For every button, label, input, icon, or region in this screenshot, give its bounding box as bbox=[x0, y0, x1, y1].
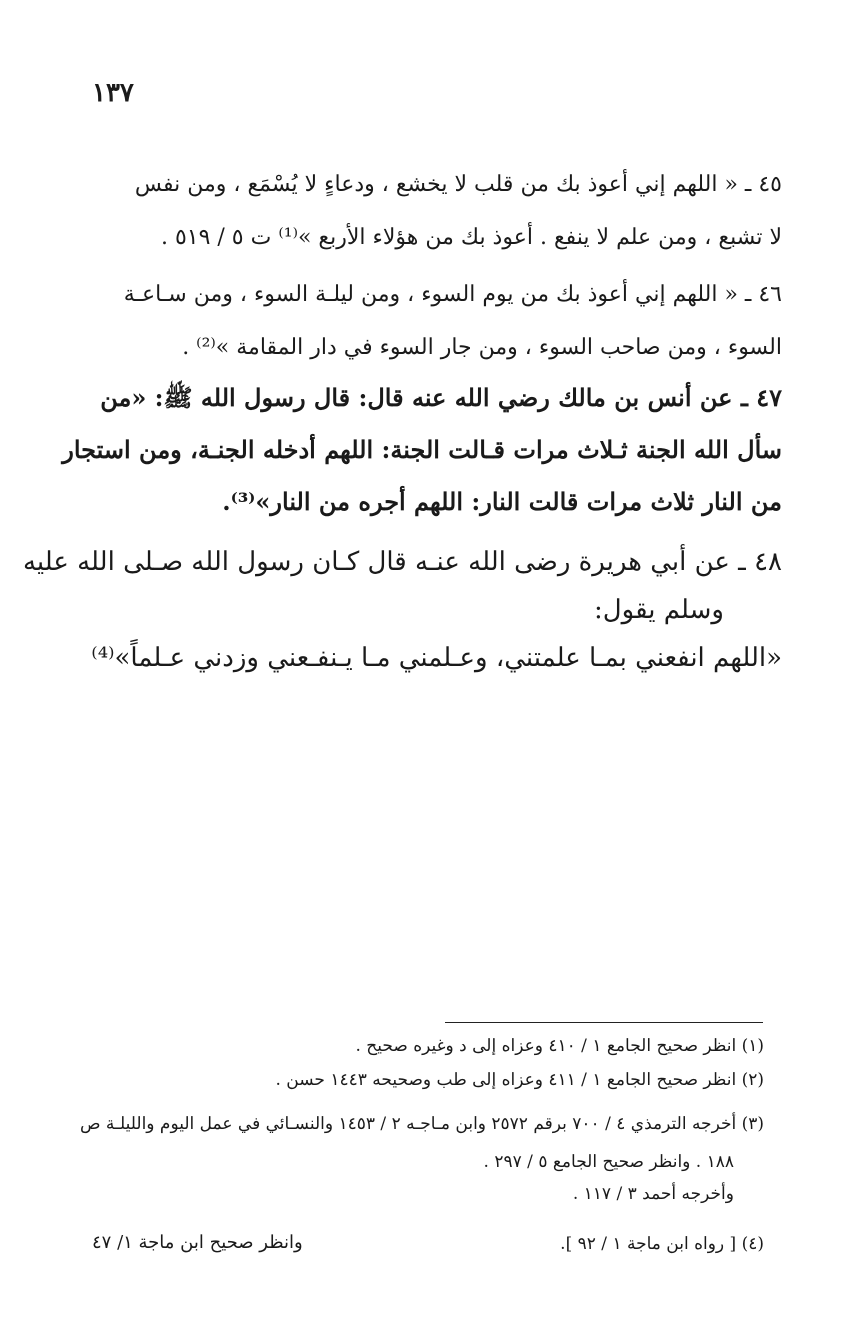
footnote-3: (٣) أخرجه الترمذي ٤ / ٧٠٠ برقم ٢٥٧٢ وابن مـاجـه ٢ / ١٤٥٣ والنسـائي في عمل اليوم والليلـة ص bbox=[79, 1114, 764, 1134]
footnote-2: (٢) انظر صحيح الجامع ١ / ٤١١ وعزاه إلى طب وصحيحه ١٤٤٣ حسن . bbox=[275, 1070, 764, 1090]
hadith-48-line-1: ٤٨ ـ عن أبي هريرة رضى الله عنـه قال كـان رسول الله صـلى الله عليه bbox=[22, 547, 782, 577]
hadith-45 bbox=[82, 158, 782, 264]
footnote-3-ahmad: وأخرجه أحمد ٣ / ١١٧ . bbox=[572, 1184, 734, 1204]
hadith-47 bbox=[62, 372, 782, 528]
hadith-48-line-3: «اللهم انفعني بمـا علمتني، وعـلمني مـا يـنفـعني وزدني عـلماً»⁽⁴⁾ bbox=[91, 643, 782, 673]
hadith-46-line-2: السوء ، ومن صاحب السوء ، ومن جار السوء في دار المقامة »⁽²⁾ . bbox=[182, 335, 782, 360]
page-number: ١٣٧ bbox=[92, 78, 134, 108]
footnote-3-continued: ١٨٨ . وانظر صحيح الجامع ٥ / ٢٩٧ . bbox=[483, 1152, 734, 1172]
hadith-45-line-2: لا تشبع ، ومن علم لا ينفع . أعوذ بك من هؤلاء الأربع »⁽¹⁾ ت ٥ / ٥١٩ . bbox=[160, 225, 782, 250]
footnote-1: (١) انظر صحيح الجامع ١ / ٤١٠ وعزاه إلى د وغيره صحيح . bbox=[355, 1036, 764, 1056]
footnote-divider bbox=[445, 1022, 763, 1023]
hadith-46-line-1: ٤٦ ـ « اللهم إني أعوذ بك من يوم السوء ، ومن ليلـة السوء ، ومن سـاعـة bbox=[123, 282, 782, 307]
hadith-47-line-1: ٤٧ ـ عن أنس بن مالك رضي الله عنه قال: قال رسول الله ﷺ: «من bbox=[100, 383, 782, 412]
hadith-47-line-3: من النار ثلاث مرات قالت النار: اللهم أجره من النار»⁽³⁾. bbox=[222, 487, 782, 516]
hadith-48-line-2: وسلم يقول: bbox=[594, 595, 724, 625]
footnote-4-reference: وانظر صحيح ابن ماجة ١/ ٤٧ bbox=[92, 1232, 303, 1253]
footnote-4: (٤) [ رواه ابن ماجة ١ / ٩٢ ]. bbox=[560, 1234, 764, 1254]
hadith-45-line-1: ٤٥ ـ « اللهم إني أعوذ بك من قلب لا يخشع ، ودعاءٍ لا يُسْمَع ، ومن نفس bbox=[134, 172, 782, 197]
hadith-48 bbox=[22, 538, 782, 682]
hadith-47-line-2: سأل الله الجنة ثـلاث مرات قـالت الجنة: اللهم أدخله الجنـة، ومن استجار bbox=[62, 435, 782, 464]
hadith-46 bbox=[82, 268, 782, 374]
